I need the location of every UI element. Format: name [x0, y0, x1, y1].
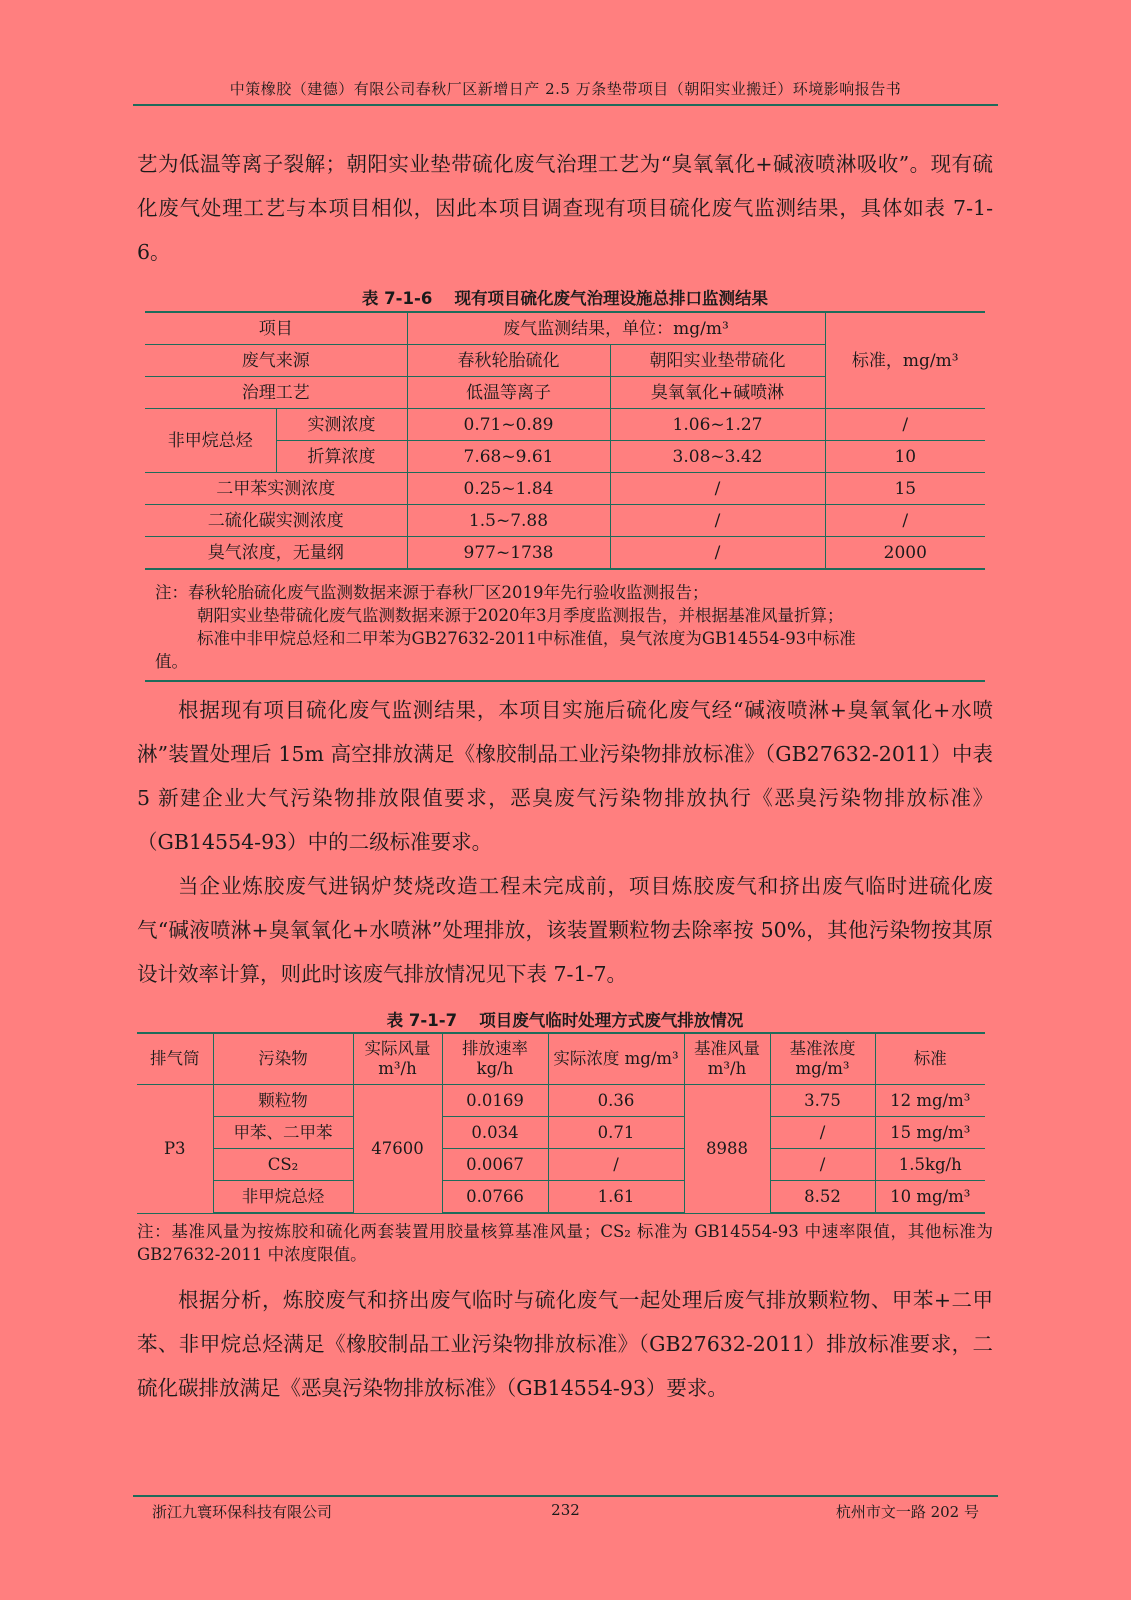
table1-cell: / — [610, 505, 825, 537]
table1-cell: 10 — [825, 441, 985, 473]
table2-cell: CS₂ — [213, 1149, 353, 1181]
footer-rule — [133, 1495, 998, 1497]
table2-cell: 15 mg/m³ — [875, 1117, 985, 1149]
table2-header-stack: 排气筒 — [137, 1033, 213, 1085]
table2-actual-flow: 47600 — [353, 1085, 442, 1214]
table-7-1-6 — [145, 311, 985, 570]
table2-cell: 0.36 — [548, 1085, 684, 1117]
table-7-1-7 — [137, 1032, 985, 1214]
table1-header-source: 废气来源 — [145, 345, 407, 377]
table2-cell: 0.0766 — [442, 1181, 548, 1214]
table1-process-a: 低温等离子 — [407, 377, 610, 409]
table2-header-actual-flow: 实际风量 m³/h — [353, 1033, 442, 1085]
table2-header-base-conc: 基准浓度 mg/m³ — [770, 1033, 875, 1085]
table-row — [145, 505, 985, 537]
table1-cell: 折算浓度 — [276, 441, 407, 473]
table-row — [145, 473, 985, 505]
table1-cell: / — [610, 537, 825, 570]
table2-header-pollutant: 污染物 — [213, 1033, 353, 1085]
table2-cell: 非甲烷总烃 — [213, 1181, 353, 1214]
table2-cell: 3.75 — [770, 1085, 875, 1117]
table1-cell: 15 — [825, 473, 985, 505]
table2-header-actual-conc: 实际浓度 mg/m³ — [548, 1033, 684, 1085]
table1-cell: / — [825, 409, 985, 441]
table1-cell: / — [610, 473, 825, 505]
table1-cell: 0.71~0.89 — [407, 409, 610, 441]
table2-cell: 1.5kg/h — [875, 1149, 985, 1181]
table-row — [137, 1117, 985, 1149]
table1-cell: 7.68~9.61 — [407, 441, 610, 473]
table1-process-b: 臭氧氧化+碱喷淋 — [610, 377, 825, 409]
note-line: 注：春秋轮胎硫化废气监测数据来源于春秋厂区2019年先行验收监测报告； — [155, 583, 709, 602]
table-row — [145, 409, 985, 441]
table-7-1-6-note — [155, 581, 945, 673]
table2-header-standard: 标准 — [875, 1033, 985, 1085]
table1-cell: 1.06~1.27 — [610, 409, 825, 441]
table1-cell: 二甲苯实测浓度 — [145, 473, 407, 505]
table2-cell: 颗粒物 — [213, 1085, 353, 1117]
footer-company: 浙江九寰环保科技有限公司 — [152, 1503, 333, 1521]
table-row — [137, 1181, 985, 1214]
paragraph-2: 根据现有项目硫化废气监测结果，本项目实施后硫化废气经“碱液喷淋+臭氧氧化+水喷淋”装置处理后 15m 高空排放满足《橡胶制品工业污染物排放标准》（GB27632-2011）中表 5 新建企业大气污染物排放限值要求，恶臭废气污染物排放执行《恶臭污染物排放标准》（GB14554-93）中的二级标准要求。 — [137, 698, 993, 854]
note-line: 值。 — [155, 652, 188, 671]
table1-header-results: 废气监测结果，单位：mg/m³ — [407, 312, 825, 345]
paragraph-4: 根据分析，炼胶废气和挤出废气临时与硫化废气一起处理后废气排放颗粒物、甲苯+二甲苯、非甲烷总烃满足《橡胶制品工业污染物排放标准》（GB27632-2011）排放标准要求，二硫化碳排放满足《恶臭污染物排放标准》（GB14554-93）要求。 — [137, 1288, 993, 1400]
table1-cell: 实测浓度 — [276, 409, 407, 441]
table1-cell: 2000 — [825, 537, 985, 570]
page-header: 中策橡胶（建德）有限公司春秋厂区新增日产 2.5 万条垫带项目（朝阳实业搬迁）环境影响报告书 — [229, 80, 902, 98]
table1-source-a: 春秋轮胎硫化 — [407, 345, 610, 377]
table1-header-item: 项目 — [145, 312, 407, 345]
note-line: 朝阳实业垫带硫化废气监测数据来源于2020年3月季度监测报告，并根据基准风量折算； — [197, 606, 844, 625]
table2-cell: 1.61 — [548, 1181, 684, 1214]
table1-cell: 0.25~1.84 — [407, 473, 610, 505]
table1-cell: 臭气浓度，无量纲 — [145, 537, 407, 570]
table-7-1-7-note: 注：基准风量为按炼胶和硫化两套装置用胶量核算基准风量；CS₂ 标准为 GB14554-93 中速率限值，其他标准为 GB27632-2011 中浓度限值。 — [137, 1222, 993, 1264]
table2-header-base-flow: 基准风量 m³/h — [684, 1033, 770, 1085]
table2-cell: 8.52 — [770, 1181, 875, 1214]
table1-cell: 二硫化碳实测浓度 — [145, 505, 407, 537]
table1-cell: 977~1738 — [407, 537, 610, 570]
table2-cell: / — [770, 1149, 875, 1181]
table1-header-process: 治理工艺 — [145, 377, 407, 409]
table1-cell: 3.08~3.42 — [610, 441, 825, 473]
table1-cell: 1.5~7.88 — [407, 505, 610, 537]
table2-cell: 0.71 — [548, 1117, 684, 1149]
note-rule — [145, 680, 985, 682]
table-row — [137, 1085, 985, 1117]
table1-source-b: 朝阳实业垫带硫化 — [610, 345, 825, 377]
table1-cell: / — [825, 505, 985, 537]
table2-stack: P3 — [137, 1085, 213, 1214]
table2-cell: / — [770, 1117, 875, 1149]
table2-cell: 0.0169 — [442, 1085, 548, 1117]
table-7-1-7-caption: 表 7-1-7 项目废气临时处理方式废气排放情况 — [386, 1011, 744, 1030]
table2-cell: / — [548, 1149, 684, 1181]
table2-cell: 12 mg/m³ — [875, 1085, 985, 1117]
table2-base-flow: 8988 — [684, 1085, 770, 1214]
table2-cell: 10 mg/m³ — [875, 1181, 985, 1214]
page-number: 232 — [551, 1501, 580, 1519]
table2-header-rate: 排放速率 kg/h — [442, 1033, 548, 1085]
footer-address: 杭州市文一路 202 号 — [835, 1503, 979, 1521]
table-row — [137, 1149, 985, 1181]
paragraph-1: 艺为低温等离子裂解；朝阳实业垫带硫化废气治理工艺为“臭氧氧化+碱液喷淋吸收”。现有硫化废气处理工艺与本项目相似，因此本项目调查现有项目硫化废气监测结果，具体如表 7-1-6。 — [137, 152, 993, 264]
note-line: 标准中非甲烷总烃和二甲苯为GB27632-2011中标准值，臭气浓度为GB14554-93中标准 — [197, 629, 856, 648]
table2-cell: 0.0067 — [442, 1149, 548, 1181]
table-7-1-6-caption: 表 7-1-6 现有项目硫化废气治理设施总排口监测结果 — [361, 289, 769, 308]
header-rule — [133, 104, 998, 106]
table-row — [145, 537, 985, 570]
table2-cell: 0.034 — [442, 1117, 548, 1149]
table2-cell: 甲苯、二甲苯 — [213, 1117, 353, 1149]
table1-header-standard: 标准，mg/m³ — [825, 312, 985, 409]
table1-nmhc-label: 非甲烷总烃 — [145, 409, 276, 473]
paragraph-3: 当企业炼胶废气进锅炉焚烧改造工程未完成前，项目炼胶废气和挤出废气临时进硫化废气“碱液喷淋+臭氧氧化+水喷淋”处理排放，该装置颗粒物去除率按 50%，其他污染物按其原设计效率计算，则此时该废气排放情况见下表 7-1-7。 — [137, 874, 993, 986]
